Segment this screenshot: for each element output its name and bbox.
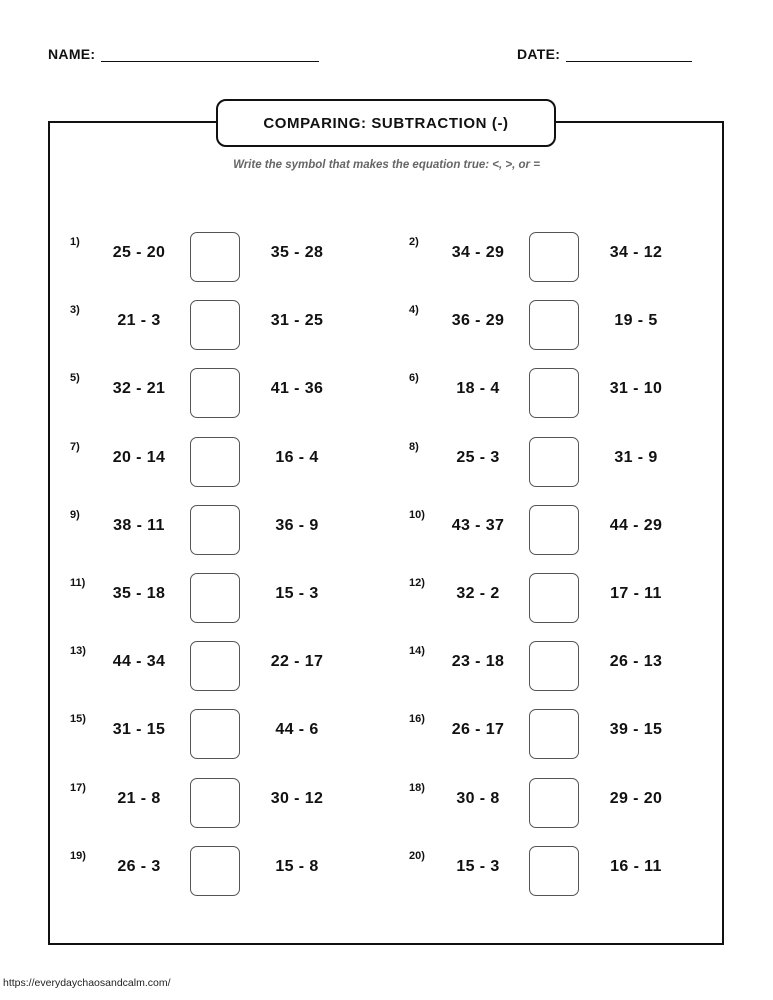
right-expression: 35 - 28	[270, 244, 324, 261]
worksheet-title: COMPARING: SUBTRACTION (-)	[216, 99, 556, 147]
right-expression: 41 - 36	[270, 380, 324, 398]
right-expression: 26 - 13	[609, 653, 663, 671]
left-expression: 18 - 4	[456, 380, 500, 398]
left-expression: 21 - 8	[117, 789, 161, 807]
problem-item	[70, 709, 400, 761]
problem-number: 18)	[409, 781, 425, 794]
problem-item	[70, 368, 400, 420]
left-expression: 23 - 18	[451, 653, 505, 671]
problem-number: 16)	[409, 713, 425, 726]
problem-item	[409, 437, 739, 489]
problem-item	[70, 778, 400, 830]
date-label: DATE:	[517, 46, 561, 62]
answer-box[interactable]	[190, 778, 240, 828]
problem-number: 9)	[70, 508, 80, 521]
answer-box[interactable]	[190, 368, 240, 418]
left-expression: 21 - 3	[117, 312, 161, 330]
problem-item	[409, 573, 739, 625]
right-expression: 22 - 17	[270, 653, 324, 671]
answer-box[interactable]	[190, 846, 240, 896]
problem-item	[409, 846, 739, 898]
right-expression: 31 - 25	[270, 312, 324, 330]
answer-box[interactable]	[529, 573, 579, 623]
problem-number: 7)	[70, 440, 80, 453]
problem-number: 10)	[409, 508, 425, 521]
answer-box[interactable]	[190, 573, 240, 623]
right-expression: 34 - 12	[609, 244, 663, 261]
problem-item	[409, 368, 739, 420]
answer-box[interactable]	[529, 846, 579, 896]
problem-item	[70, 846, 400, 898]
problem-number: 1)	[70, 236, 80, 248]
problem-item	[409, 641, 739, 693]
left-expression: 15 - 3	[456, 857, 500, 875]
left-expression: 26 - 3	[117, 857, 161, 875]
left-expression: 20 - 14	[112, 448, 166, 466]
right-expression: 16 - 4	[275, 448, 319, 466]
problem-number: 20)	[409, 849, 425, 862]
answer-box[interactable]	[529, 641, 579, 691]
right-expression: 44 - 29	[609, 516, 663, 534]
problem-number: 5)	[70, 372, 80, 385]
problem-item	[70, 573, 400, 625]
problem-item	[409, 300, 739, 352]
answer-box[interactable]	[190, 437, 240, 487]
answer-box[interactable]	[529, 437, 579, 487]
problem-number: 6)	[409, 372, 419, 385]
instructions: Write the symbol that makes the equation true: <, >, or =	[233, 159, 540, 171]
left-expression: 32 - 21	[112, 380, 166, 398]
left-expression: 26 - 17	[451, 721, 505, 739]
right-expression: 29 - 20	[609, 789, 663, 807]
answer-box[interactable]	[529, 778, 579, 828]
problem-number: 3)	[70, 304, 80, 317]
answer-box[interactable]	[190, 505, 240, 555]
answer-box[interactable]	[529, 368, 579, 418]
answer-box[interactable]	[529, 232, 579, 282]
footer-url: https://everydaychaosandcalm.com/	[3, 977, 171, 989]
left-expression: 31 - 15	[112, 721, 166, 739]
left-expression: 43 - 37	[451, 516, 505, 534]
problem-item	[70, 437, 400, 489]
problem-item	[409, 778, 739, 830]
problem-number: 19)	[70, 849, 86, 862]
answer-box[interactable]	[529, 505, 579, 555]
right-expression: 44 - 6	[275, 721, 319, 739]
left-expression: 36 - 29	[451, 312, 505, 330]
problem-item	[70, 232, 400, 284]
problem-item	[70, 641, 400, 693]
answer-box[interactable]	[529, 709, 579, 759]
right-expression: 31 - 10	[609, 380, 663, 398]
right-expression: 39 - 15	[609, 721, 663, 739]
right-expression: 17 - 11	[610, 585, 662, 602]
answer-box[interactable]	[190, 232, 240, 282]
right-expression: 19 - 5	[614, 312, 658, 330]
right-expression: 30 - 12	[270, 789, 324, 807]
left-expression: 38 - 11	[113, 516, 165, 534]
problem-item	[409, 709, 739, 761]
problem-item	[409, 232, 739, 284]
problem-number: 12)	[409, 577, 425, 589]
problem-number: 17)	[70, 781, 86, 794]
problem-number: 11)	[70, 577, 86, 589]
left-expression: 34 - 29	[451, 244, 505, 261]
problem-number: 2)	[409, 236, 419, 248]
problem-number: 15)	[70, 713, 86, 726]
right-expression: 16 - 11	[610, 857, 662, 875]
right-expression: 15 - 8	[275, 857, 319, 875]
left-expression: 32 - 2	[456, 585, 500, 602]
left-expression: 25 - 3	[456, 448, 500, 466]
right-expression: 31 - 9	[614, 448, 658, 466]
left-expression: 25 - 20	[112, 244, 166, 261]
problem-number: 8)	[409, 440, 419, 453]
name-label: NAME:	[48, 46, 96, 62]
problem-item	[70, 505, 400, 557]
answer-box[interactable]	[190, 300, 240, 350]
answer-box[interactable]	[190, 709, 240, 759]
answer-box[interactable]	[190, 641, 240, 691]
problem-number: 13)	[70, 645, 86, 658]
problem-number: 14)	[409, 645, 425, 658]
problem-item	[409, 505, 739, 557]
right-expression: 36 - 9	[275, 516, 319, 534]
right-expression: 15 - 3	[275, 585, 319, 602]
left-expression: 35 - 18	[112, 585, 166, 602]
problem-number: 4)	[409, 304, 419, 317]
left-expression: 44 - 34	[112, 653, 166, 671]
answer-box[interactable]	[529, 300, 579, 350]
left-expression: 30 - 8	[456, 789, 500, 807]
problem-item	[70, 300, 400, 352]
